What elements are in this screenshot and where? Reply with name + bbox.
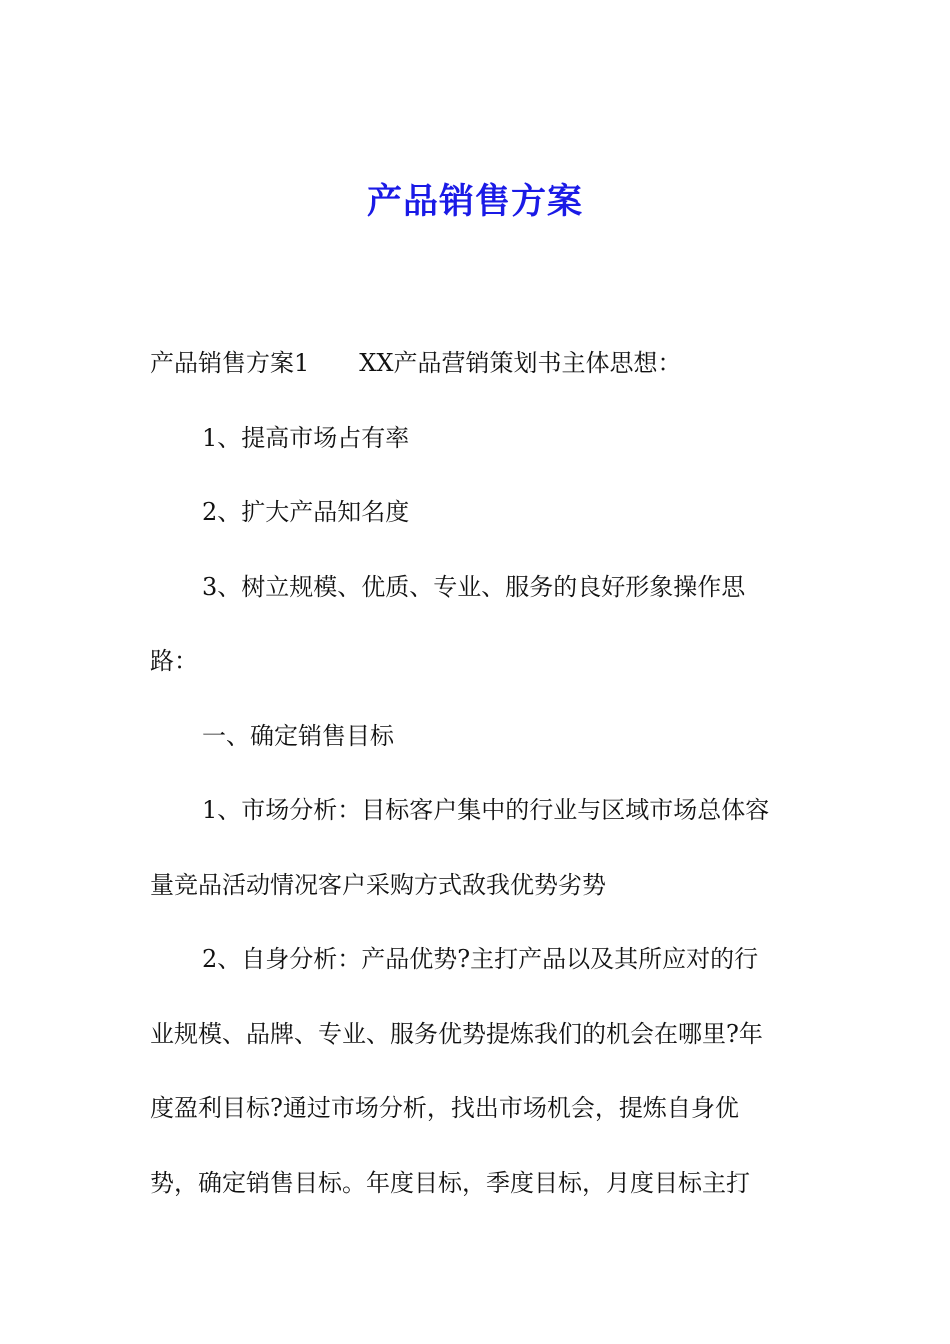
list-item-line: 路： xyxy=(150,647,198,675)
list-item: 2、扩大产品知名度 xyxy=(202,498,410,526)
document-body xyxy=(150,326,810,1220)
section-heading: 一、确定销售目标 xyxy=(202,721,394,750)
paragraph-intro xyxy=(150,326,810,401)
paragraph-line: 度盈利目标?通过市场分析，找出市场机会，提炼自身优 xyxy=(150,1094,739,1122)
intro-text: XX产品营销策划书主体思想： xyxy=(359,349,682,377)
list-item-line: 3、树立规模、优质、专业、服务的良好形象操作思 xyxy=(202,572,746,601)
paragraph-line: 量竞品活动情况客户采购方式敌我优势劣势 xyxy=(150,870,606,899)
document-title: 产品销售方案 xyxy=(366,182,583,222)
paragraph-line: 业规模、品牌、专业、服务优势提炼我们的机会在哪里?年 xyxy=(150,1019,763,1048)
paragraph-line: 1、市场分析：目标客户集中的行业与区域市场总体容 xyxy=(202,796,770,824)
list-item: 1、提高市场占有率 xyxy=(202,423,410,452)
paragraph-line: 势，确定销售目标。年度目标，季度目标，月度目标主打 xyxy=(150,1168,750,1197)
paragraph-line: 2、自身分析：产品优势?主打产品以及其所应对的行 xyxy=(202,945,759,973)
section-heading: 产品销售方案1 xyxy=(150,349,310,377)
